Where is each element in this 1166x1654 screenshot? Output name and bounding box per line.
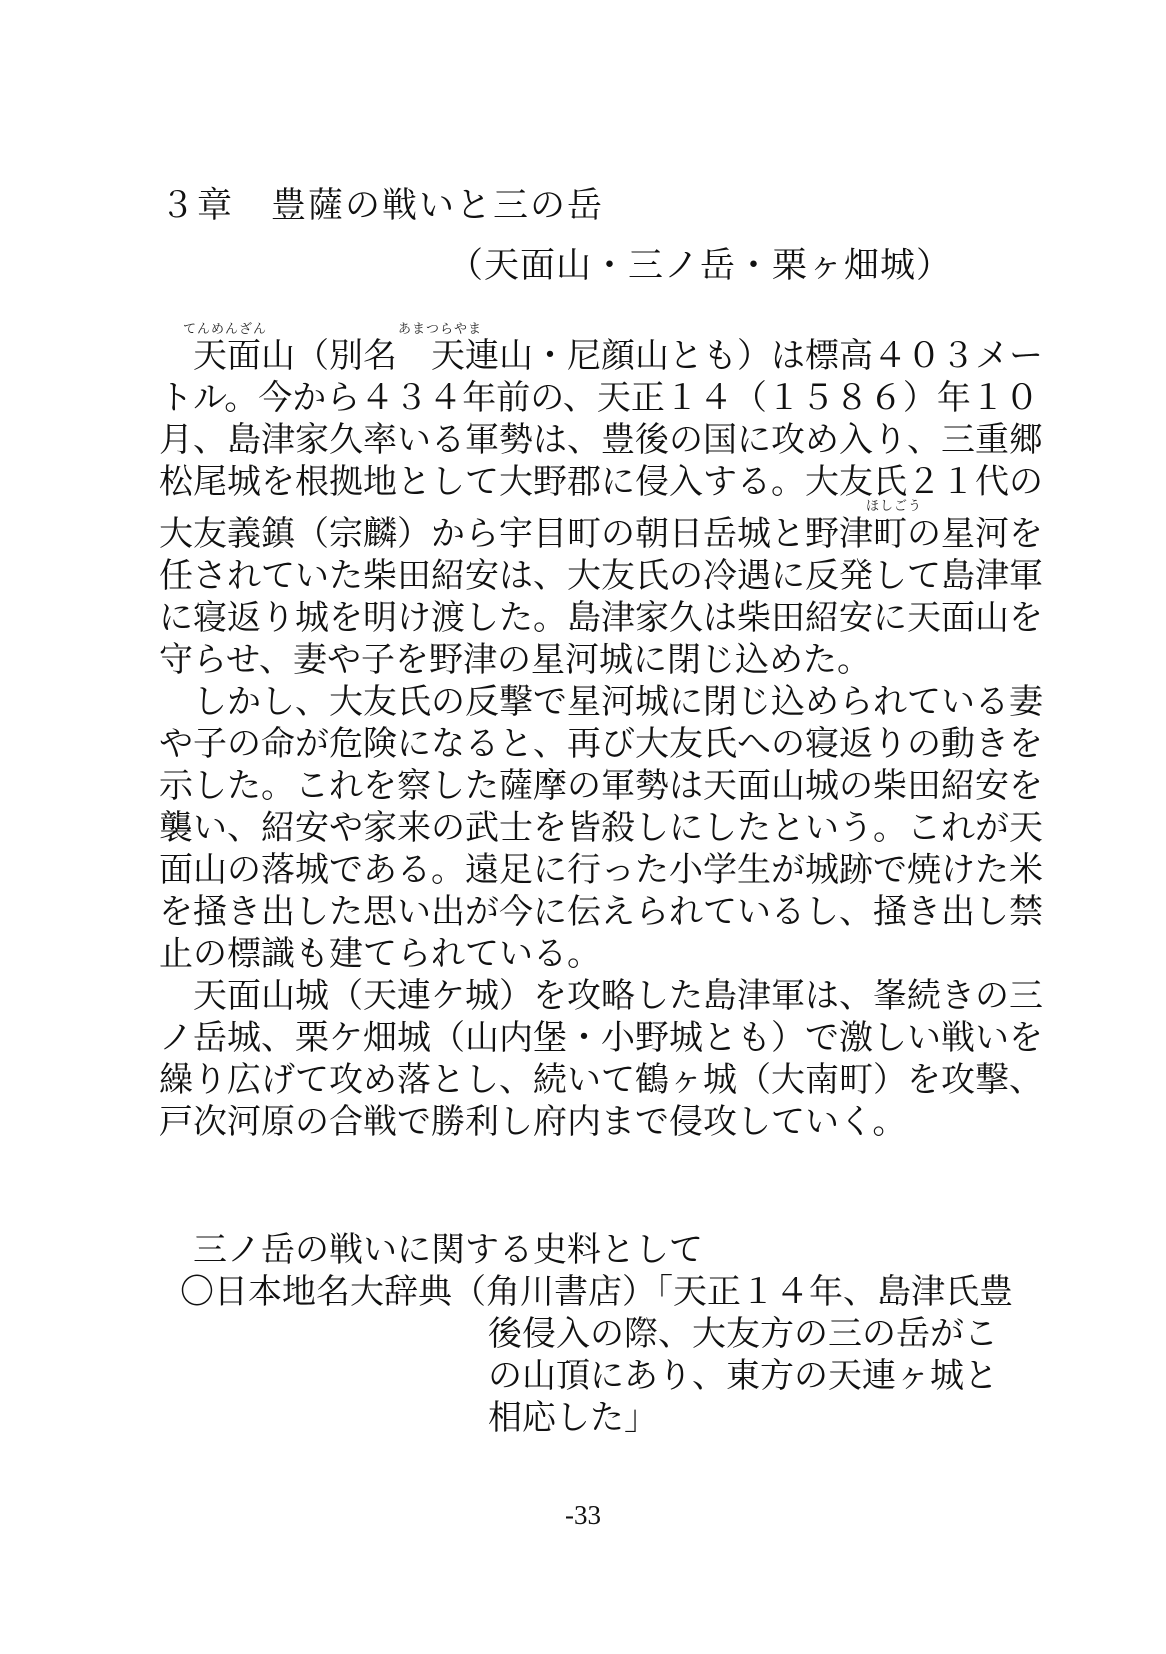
paragraph-line: を掻き出した思い出が今に伝えられているし、掻き出し禁 [159, 892, 1043, 932]
paragraph-line: 守らせ、妻や子を野津の星河城に閉じ込めた。 [159, 640, 871, 680]
paragraph-line: 松尾城を根拠地として大野郡に侵入する。大友氏２１代の [159, 462, 1043, 502]
paragraph-line: 大友義鎮（宗麟）から宇目町の朝日岳城と野津町の星河を [159, 514, 1043, 554]
source-line: の山頂にあり、東方の天連ヶ城と [488, 1356, 998, 1396]
paragraph-line: 繰り広げて攻め落とし、続いて鶴ヶ城（大南町）を攻撃、 [159, 1060, 1043, 1100]
source-line: 〇日本地名大辞典（角川書店）「天正１４年、島津氏豊 [180, 1272, 1013, 1312]
sources-heading: 三ノ岳の戦いに関する史料として [193, 1230, 703, 1270]
paragraph-line: 月、島津家久率いる軍勢は、豊後の国に攻め入り、三重郷 [159, 420, 1043, 460]
paragraph-line: に寝返り城を明け渡した。島津家久は柴田紹安に天面山を [159, 598, 1043, 638]
source-line: 後侵入の際、大友方の三の岳がこ [488, 1314, 998, 1354]
paragraph-line: 戸次河原の合戦で勝利し府内まで侵攻していく。 [159, 1102, 907, 1142]
paragraph-line: 示した。これを察した薩摩の軍勢は天面山城の柴田紹安を [159, 766, 1043, 806]
chapter-subtitle: （天面山・三ノ岳・栗ヶ畑城） [448, 246, 953, 286]
paragraph-line: トル。今から４３４年前の、天正１４（１５８６）年１０ [159, 378, 1039, 418]
paragraph-line: 任されていた柴田紹安は、大友氏の冷遇に反発して島津軍 [159, 556, 1043, 596]
paragraph-line: ノ岳城、栗ケ畑城（山内堡・小野城とも）で激しい戦いを [159, 1018, 1043, 1058]
paragraph-line: 襲い、紹安や家来の武士を皆殺しにしたという。これが天 [159, 808, 1043, 848]
paragraph-line: しかし、大友氏の反撃で星河城に閉じ込められている妻 [193, 682, 1043, 722]
paragraph-line: 面山の落城である。遠足に行った小学生が城跡で焼けた米 [159, 850, 1043, 890]
paragraph-line: 止の標識も建てられている。 [159, 934, 601, 974]
paragraph-line: 天面山城（天連ケ城）を攻略した島津軍は、峯続きの三 [193, 976, 1043, 1016]
ruby-tenmenzan: てんめんざん [183, 322, 268, 337]
paragraph-line: や子の命が危険になると、再び大友氏への寝返りの動きを [159, 724, 1043, 764]
source-line: 相応した」 [488, 1398, 658, 1438]
ruby-hoshigou: ほしごう [866, 499, 923, 514]
chapter-title: ３章 豊薩の戦いと三の岳 [160, 186, 605, 226]
page-number: -33 [565, 1500, 601, 1530]
ruby-amatsurayama: あまつらやま [398, 322, 483, 337]
paragraph-line: 天面山（別名 天連山・尼顔山とも）は標高４０３メー [193, 336, 1043, 376]
